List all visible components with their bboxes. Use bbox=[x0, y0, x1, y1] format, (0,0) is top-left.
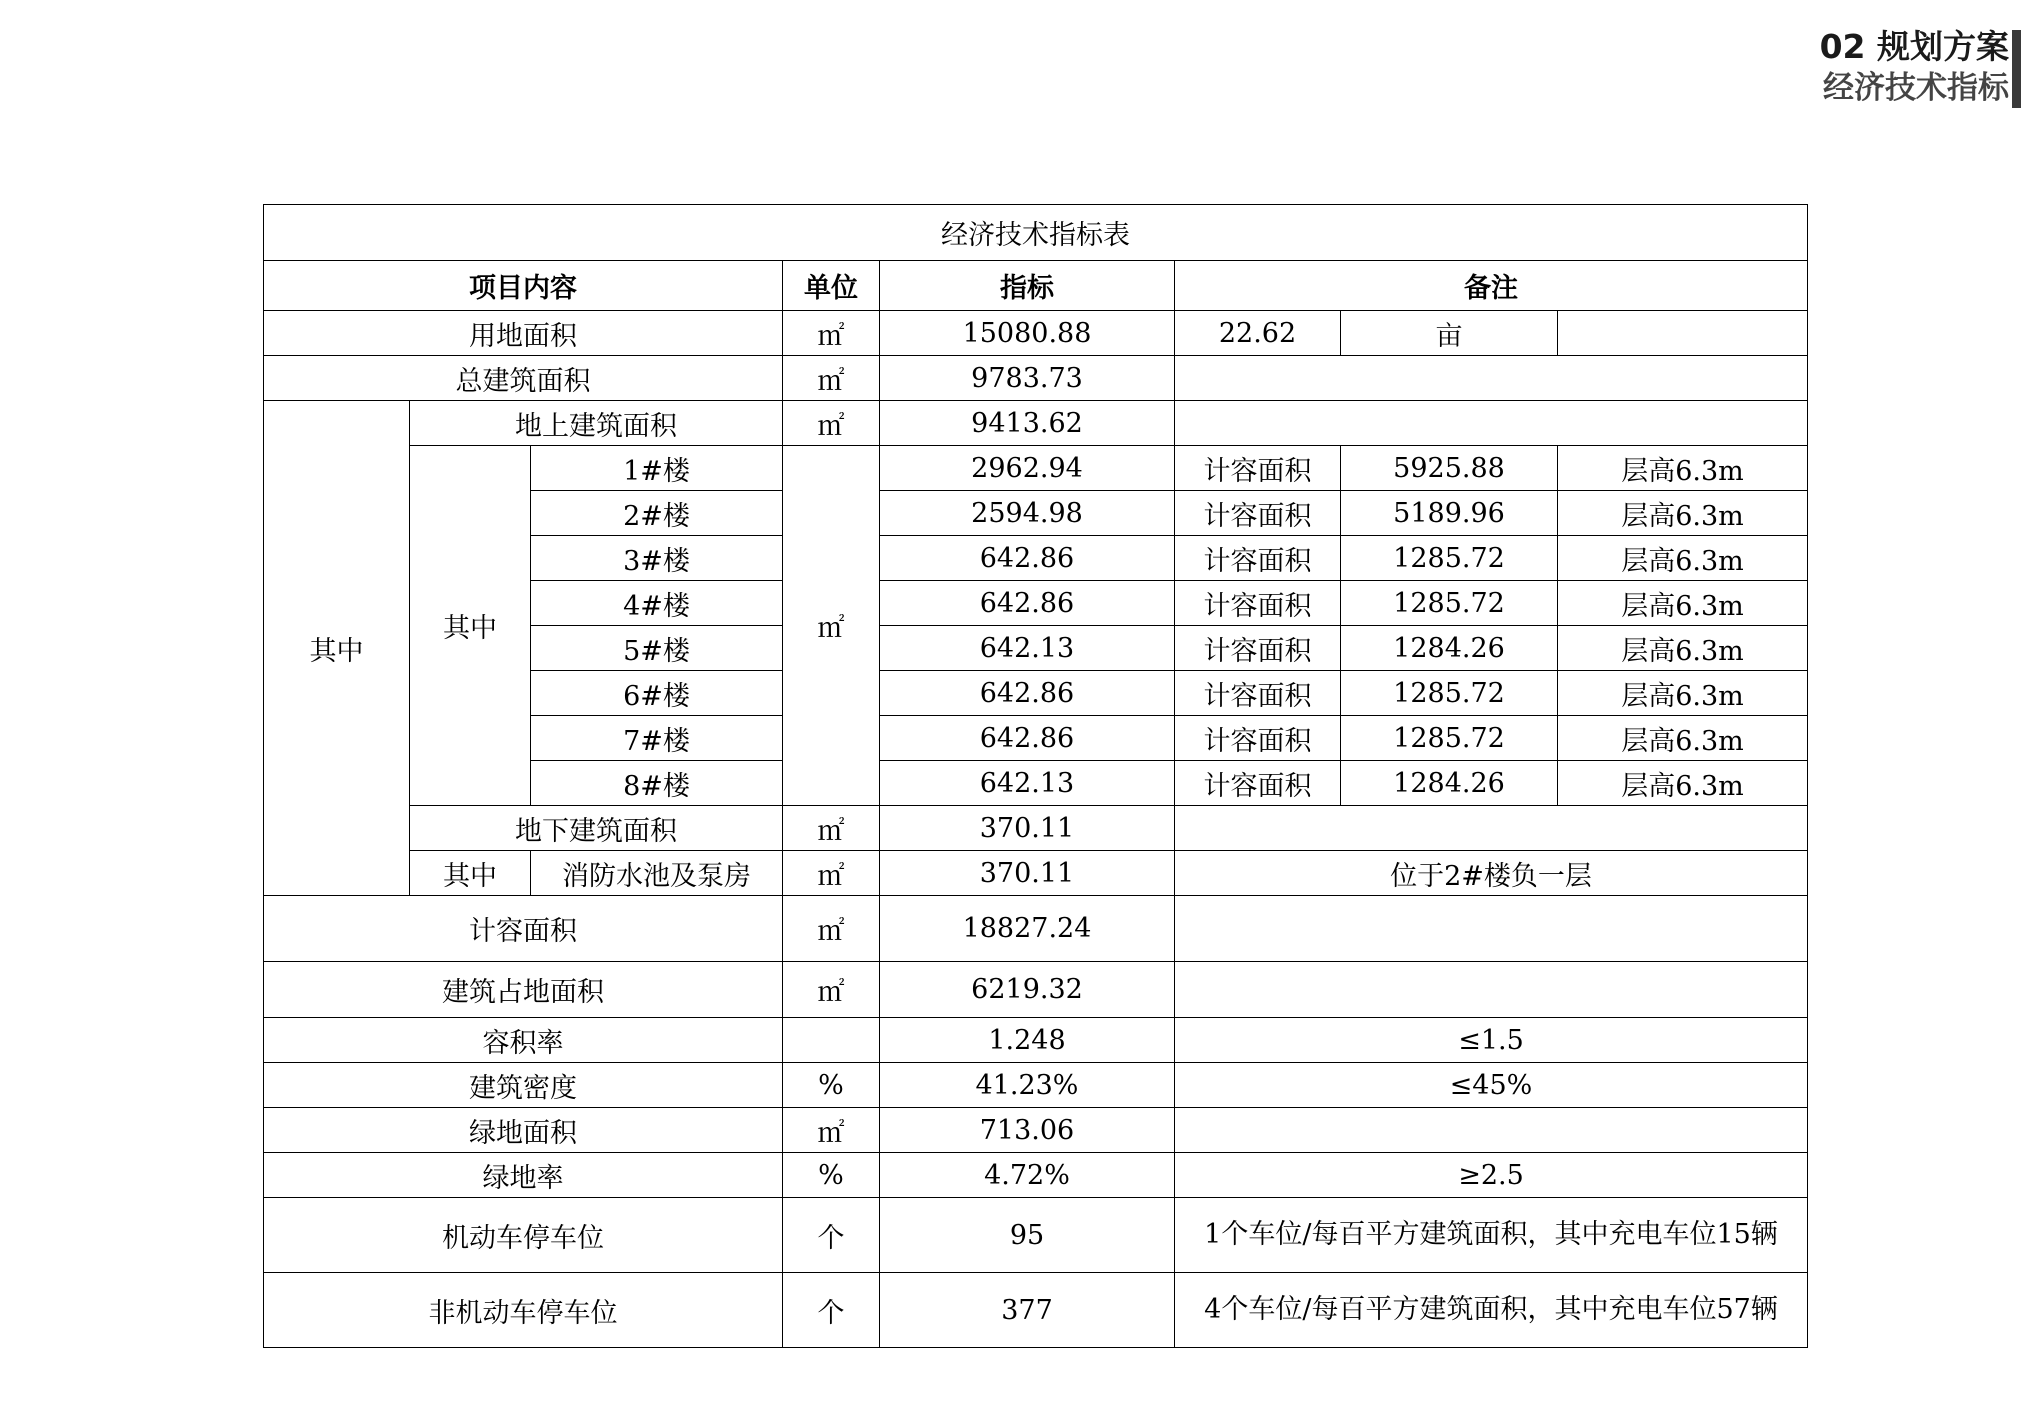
row-label: 非机动车停车位 bbox=[264, 1273, 783, 1348]
mu-unit: 亩 bbox=[1341, 311, 1558, 356]
note-height: 层高6.3m bbox=[1558, 671, 1808, 716]
note-value: 1285.72 bbox=[1341, 671, 1558, 716]
row-note: 位于2#楼负一层 bbox=[1175, 851, 1808, 896]
note-height: 层高6.3m bbox=[1558, 581, 1808, 626]
note-height: 层高6.3m bbox=[1558, 716, 1808, 761]
building-name: 4#楼 bbox=[531, 581, 783, 626]
note-label: 计容面积 bbox=[1175, 716, 1341, 761]
building-name: 6#楼 bbox=[531, 671, 783, 716]
table-row bbox=[264, 851, 1808, 896]
row-unit: 个 bbox=[783, 1273, 880, 1348]
note-height: 层高6.3m bbox=[1558, 446, 1808, 491]
note-label: 计容面积 bbox=[1175, 626, 1341, 671]
row-label: 绿地率 bbox=[264, 1153, 783, 1198]
row-unit: ㎡ bbox=[783, 311, 880, 356]
row-note bbox=[1175, 962, 1808, 1018]
building-value: 642.13 bbox=[880, 761, 1175, 806]
note-value: 1285.72 bbox=[1341, 581, 1558, 626]
row-label: 用地面积 bbox=[264, 311, 783, 356]
table-row bbox=[264, 1063, 1808, 1108]
section-subtitle: 经济技术指标 bbox=[1823, 70, 2009, 106]
subgroup-label-qizhong: 其中 bbox=[410, 446, 531, 806]
row-value: 713.06 bbox=[880, 1108, 1175, 1153]
row-note bbox=[1175, 896, 1808, 962]
note-label: 计容面积 bbox=[1175, 671, 1341, 716]
table-row bbox=[264, 806, 1808, 851]
table-row bbox=[264, 962, 1808, 1018]
note-value: 5925.88 bbox=[1341, 446, 1558, 491]
note-height: 层高6.3m bbox=[1558, 491, 1808, 536]
row-note bbox=[1175, 806, 1808, 851]
mu-value: 22.62 bbox=[1175, 311, 1341, 356]
row-label: 机动车停车位 bbox=[264, 1198, 783, 1273]
row-value: 6219.32 bbox=[880, 962, 1175, 1018]
row-note bbox=[1558, 311, 1808, 356]
subgroup-label-qizhong: 其中 bbox=[410, 851, 531, 896]
note-label: 计容面积 bbox=[1175, 536, 1341, 581]
row-value: 18827.24 bbox=[880, 896, 1175, 962]
table-row bbox=[264, 1198, 1808, 1273]
note-height: 层高6.3m bbox=[1558, 536, 1808, 581]
row-label: 建筑占地面积 bbox=[264, 962, 783, 1018]
row-note bbox=[1175, 1108, 1808, 1153]
row-note: ≤1.5 bbox=[1175, 1018, 1808, 1063]
row-unit: ㎡ bbox=[783, 1108, 880, 1153]
row-unit: ㎡ bbox=[783, 806, 880, 851]
row-value: 41.23% bbox=[880, 1063, 1175, 1108]
building-name: 3#楼 bbox=[531, 536, 783, 581]
building-name: 1#楼 bbox=[531, 446, 783, 491]
note-label: 计容面积 bbox=[1175, 491, 1341, 536]
note-label: 计容面积 bbox=[1175, 581, 1341, 626]
building-value: 642.13 bbox=[880, 626, 1175, 671]
table-title: 经济技术指标表 bbox=[264, 205, 1808, 261]
table-row bbox=[264, 1273, 1808, 1348]
note-label: 计容面积 bbox=[1175, 446, 1341, 491]
row-note: ≥2.5 bbox=[1175, 1153, 1808, 1198]
page-header bbox=[1820, 26, 2009, 108]
row-value: 95 bbox=[880, 1198, 1175, 1273]
note-height: 层高6.3m bbox=[1558, 761, 1808, 806]
row-unit: % bbox=[783, 1063, 880, 1108]
row-label: 地上建筑面积 bbox=[410, 401, 783, 446]
header-value: 指标 bbox=[880, 261, 1175, 311]
header-unit: 单位 bbox=[783, 261, 880, 311]
group-label-qizhong: 其中 bbox=[264, 401, 410, 896]
building-name: 7#楼 bbox=[531, 716, 783, 761]
table-row bbox=[264, 1018, 1808, 1063]
building-value: 642.86 bbox=[880, 716, 1175, 761]
table-row bbox=[264, 446, 1808, 491]
row-unit: ㎡ bbox=[783, 356, 880, 401]
header-item: 项目内容 bbox=[264, 261, 783, 311]
building-name: 5#楼 bbox=[531, 626, 783, 671]
row-unit bbox=[783, 1018, 880, 1063]
building-name: 8#楼 bbox=[531, 761, 783, 806]
building-value: 642.86 bbox=[880, 581, 1175, 626]
note-label: 计容面积 bbox=[1175, 761, 1341, 806]
building-name: 2#楼 bbox=[531, 491, 783, 536]
building-value: 2962.94 bbox=[880, 446, 1175, 491]
row-value: 370.11 bbox=[880, 806, 1175, 851]
note-value: 1285.72 bbox=[1341, 716, 1558, 761]
building-value: 642.86 bbox=[880, 536, 1175, 581]
row-value: 4.72% bbox=[880, 1153, 1175, 1198]
row-label: 建筑密度 bbox=[264, 1063, 783, 1108]
note-height: 层高6.3m bbox=[1558, 626, 1808, 671]
row-unit: % bbox=[783, 1153, 880, 1198]
note-value: 1284.26 bbox=[1341, 626, 1558, 671]
table-row bbox=[264, 311, 1808, 356]
row-unit: 个 bbox=[783, 1198, 880, 1273]
row-note: 1个车位/每百平方建筑面积，其中充电车位15辆 bbox=[1175, 1198, 1808, 1273]
row-value: 370.11 bbox=[880, 851, 1175, 896]
header-accent-bar bbox=[2012, 30, 2021, 108]
row-value: 9783.73 bbox=[880, 356, 1175, 401]
row-label: 总建筑面积 bbox=[264, 356, 783, 401]
table-row bbox=[264, 896, 1808, 962]
row-note bbox=[1175, 401, 1808, 446]
row-note: ≤45% bbox=[1175, 1063, 1808, 1108]
row-value: 15080.88 bbox=[880, 311, 1175, 356]
building-value: 642.86 bbox=[880, 671, 1175, 716]
row-value: 377 bbox=[880, 1273, 1175, 1348]
row-label: 容积率 bbox=[264, 1018, 783, 1063]
row-unit: ㎡ bbox=[783, 401, 880, 446]
row-value: 9413.62 bbox=[880, 401, 1175, 446]
row-label: 计容面积 bbox=[264, 896, 783, 962]
note-value: 5189.96 bbox=[1341, 491, 1558, 536]
row-label: 绿地面积 bbox=[264, 1108, 783, 1153]
table-row bbox=[264, 356, 1808, 401]
note-value: 1284.26 bbox=[1341, 761, 1558, 806]
note-value: 1285.72 bbox=[1341, 536, 1558, 581]
building-unit: ㎡ bbox=[783, 446, 880, 806]
row-unit: ㎡ bbox=[783, 896, 880, 962]
row-label: 地下建筑面积 bbox=[410, 806, 783, 851]
building-value: 2594.98 bbox=[880, 491, 1175, 536]
row-unit: ㎡ bbox=[783, 851, 880, 896]
row-value: 1.248 bbox=[880, 1018, 1175, 1063]
table-row bbox=[264, 1153, 1808, 1198]
table-row bbox=[264, 1108, 1808, 1153]
header-note: 备注 bbox=[1175, 261, 1808, 311]
economic-indicator-table bbox=[263, 204, 1808, 1348]
row-note bbox=[1175, 356, 1808, 401]
row-label: 消防水池及泵房 bbox=[531, 851, 783, 896]
section-title: 02 规划方案 bbox=[1819, 27, 2009, 66]
table-row bbox=[264, 401, 1808, 446]
row-note: 4个车位/每百平方建筑面积，其中充电车位57辆 bbox=[1175, 1273, 1808, 1348]
row-unit: ㎡ bbox=[783, 962, 880, 1018]
